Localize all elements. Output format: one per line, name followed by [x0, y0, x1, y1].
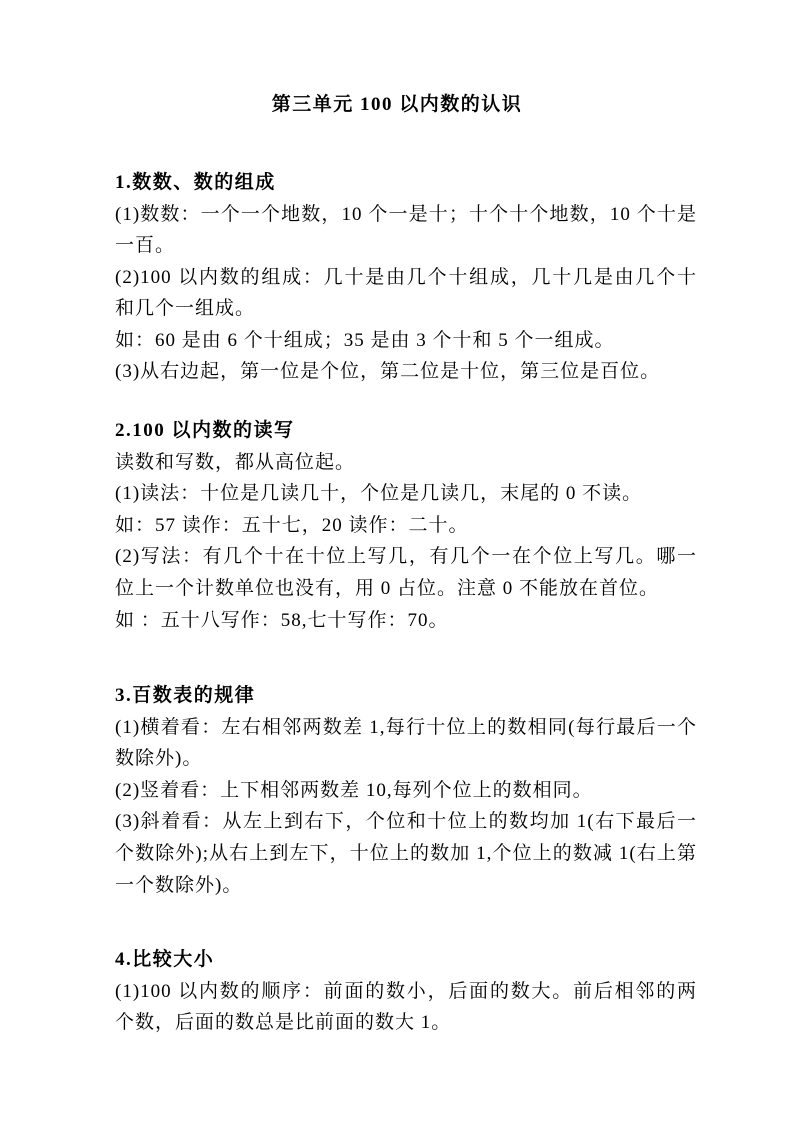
section-reading-writing — [115, 415, 697, 636]
section-2-heading: 2.100 以内数的读写 — [115, 420, 295, 442]
paragraph: (3)斜着看：从左上到右下，个位和十位上的数均加 1(右下最后一个数除外);从右上到左下，十位上的数加 1,个位上的数减 1(右上第一个数除外)。 — [115, 811, 697, 896]
section-1-heading: 1.数数、数的组成 — [115, 172, 276, 193]
paragraph: 如：60 是由 6 个十组成；35 是由 3 个十和 5 个一组成。 — [115, 329, 615, 351]
section-number-composition — [115, 167, 697, 388]
paragraph: (1)数数：一个一个地数，10 个一是十；十个十个地数，10 个十是一百。 — [115, 203, 697, 257]
paragraph: (1)横着看：左右相邻两数差 1,每行十位上的数相同(每行最后一个数除外)。 — [115, 716, 697, 770]
paragraph: (1)读法：十位是几读几十，个位是几读几，末尾的 0 不读。 — [115, 483, 643, 505]
section-3-heading: 3.百数表的规律 — [115, 685, 256, 707]
paragraph: (2)竖着看：上下相邻两数差 10,每列个位上的数相同。 — [115, 779, 593, 801]
document-body — [115, 167, 697, 1039]
paragraph: 如：57 读作：五十七，20 读作：二十。 — [115, 514, 469, 536]
paragraph: 如 ：五十八写作：58,七十写作：70。 — [115, 609, 449, 631]
paragraph: (3)从右边起，第一位是个位，第二位是十位，第三位是百位。 — [115, 361, 661, 383]
paragraph: (1)100 以内数的顺序：前面的数小，后面的数大。前后相邻的两个数，后面的数总是比前面的数大 1。 — [115, 980, 697, 1034]
document-title: 第三单元 100 以内数的认识 — [271, 94, 523, 115]
section-hundred-chart-rules — [115, 680, 697, 901]
paragraph: (2)写法：有几个十在十位上写几，有几个一在个位上写几。哪一位上一个计数单位也没有，用 0 占位。注意 0 不能放在首位。 — [115, 546, 697, 599]
section-4-heading: 4.比较大小 — [115, 949, 215, 971]
paragraph: 读数和写数，都从高位起。 — [115, 451, 356, 473]
section-comparing-sizes — [115, 944, 697, 1039]
paragraph: (2)100 以内数的组成：几十是由几个十组成，几十几是由几个十和几个一组成。 — [115, 266, 697, 320]
